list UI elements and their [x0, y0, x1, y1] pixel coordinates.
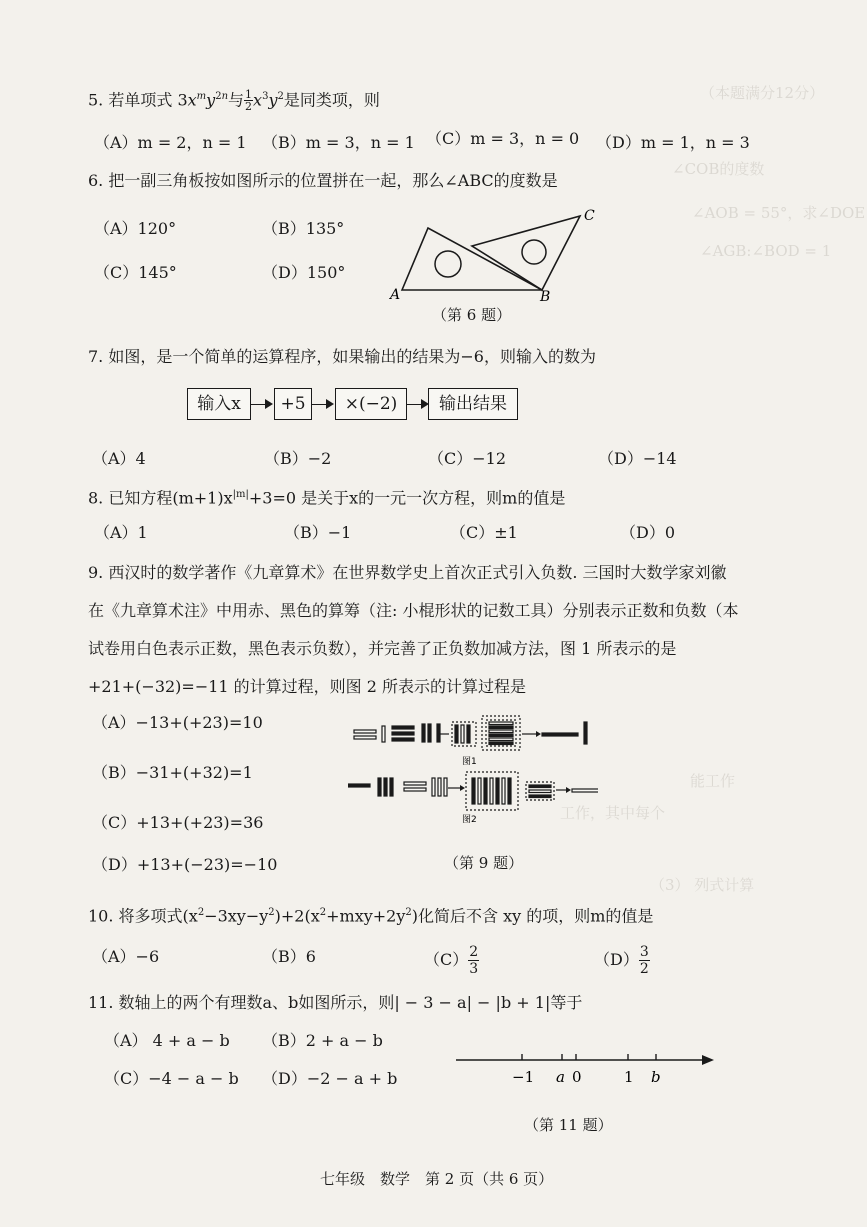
q9-counting-rods-figure: [348, 712, 598, 828]
q6-caption: （第 6 题）: [432, 306, 512, 324]
q10-frac-c: $\frac{2}{3}$: [469, 944, 479, 977]
label-b: B: [540, 289, 551, 302]
flow-multiply-box: ×(−2): [335, 388, 407, 420]
tick-label-minus-one: −1: [512, 1068, 535, 1086]
q9-line-3: 试卷用白色表示正数，黑色表示负数），并完善了正负数加减方法，图 1 所表示的是: [88, 639, 677, 658]
q5-option-d: （D）m = 1，n = 3: [596, 133, 750, 152]
label-c: C: [584, 208, 595, 224]
q6-option-c: （C）145°: [94, 263, 177, 282]
q10-option-c: （C） $\frac{2}{3}$: [424, 944, 479, 977]
q7-option-b: （B）−2: [264, 449, 332, 468]
q10-option-d: （D） $\frac{3}{2}$: [594, 944, 649, 977]
q5-option-b: （B）m = 3，n = 1: [262, 133, 415, 152]
question-5-stem: 5. 若单项式 $3x^my^{2n}$与 $\frac{1}{2}$ $x^3y^2$是同类项，则: [88, 88, 380, 114]
q8-option-b: （B）−1: [284, 523, 352, 542]
ghost-text: 工作，其中每个: [560, 804, 666, 822]
flow-input-box: 输入x: [187, 388, 251, 420]
q9-option-a: （A）−13+(+23)=10: [92, 713, 263, 732]
q6-option-b: （B）135°: [262, 219, 345, 238]
tick-label-b: b: [651, 1068, 661, 1086]
q5-suffix: 是同类项，则: [283, 90, 380, 110]
flow-add-box: +5: [274, 388, 312, 420]
q11-option-a: （A） 4 + a − b: [104, 1031, 230, 1050]
label-a: A: [390, 287, 401, 302]
q5-option-a: （A）m = 2，n = 1: [94, 133, 247, 152]
q9-option-d: （D）+13+(−23)=−10: [92, 855, 278, 874]
q5-option-c: （C）m = 3，n = 0: [426, 129, 580, 148]
ghost-text: ∠AGB:∠BOD = 1: [700, 242, 832, 260]
q8-option-a: （A）1: [94, 523, 148, 542]
q11-option-b: （B）2 + a − b: [262, 1031, 383, 1050]
q6-triangle-figure: [388, 206, 598, 302]
ghost-text: （本题满分12分）: [700, 84, 825, 102]
q9-caption: （第 9 题）: [444, 854, 524, 872]
q6-option-d: （D）150°: [262, 263, 346, 282]
q11-caption: （第 11 题）: [524, 1116, 613, 1134]
q5-fraction: $\frac{1}{2}$: [245, 88, 253, 114]
q10-frac-d: $\frac{3}{2}$: [639, 944, 649, 977]
q11-number-line: [452, 1044, 717, 1088]
question-7-stem: 7. 如图，是一个简单的运算程序，如果输出的结果为−6，则输入的数为: [88, 347, 596, 366]
q8-option-d: （D）0: [620, 523, 676, 542]
q7-option-a: （A）4: [92, 449, 146, 468]
q9-line-4: +21+(−32)=−11 的计算过程，则图 2 所表示的计算过程是: [88, 677, 527, 696]
question-11-stem: 11. 数轴上的两个有理数a、b如图所示，则| − 3 − a| − |b + 1|等于: [88, 993, 583, 1012]
q9-option-c: （C）+13+(+23)=36: [92, 813, 264, 832]
tick-label-a: a: [556, 1068, 565, 1086]
tick-label-one: 1: [624, 1068, 634, 1086]
ghost-text: （3） 列式计算: [650, 876, 755, 894]
flow-output-box: 输出结果: [428, 388, 518, 420]
question-8-stem: 8. 已知方程$(m+1)x^{|m|}+3=0$ 是关于x的一元一次方程，则m的值是: [88, 488, 566, 508]
ghost-text: 能工作: [690, 772, 736, 790]
q9-line-2: 在《九章算术注》中用赤、黑色的算筹（注: 小棍形状的记数工具）分别表示正数和负数（本: [88, 601, 739, 620]
q11-option-c: （C）−4 − a − b: [104, 1069, 239, 1088]
q7-option-c: （C）−12: [428, 449, 507, 468]
arrow-icon: [251, 404, 271, 405]
q10-option-a: （A）−6: [92, 947, 160, 966]
q9-line-1: 9. 西汉时的数学著作《九章算术》在世界数学史上首次正式引入负数. 三国时大数学家刘徽: [88, 563, 727, 582]
arrow-icon: [312, 404, 332, 405]
q9-option-b: （B）−31+(+32)=1: [92, 763, 253, 782]
page-footer: 七年级 数学 第 2 页（共 6 页）: [320, 1170, 554, 1188]
fig1-label: 图1: [462, 757, 477, 767]
q7-option-d: （D）−14: [598, 449, 677, 468]
q10-option-b: （B）6: [262, 947, 316, 966]
question-6-stem: 6. 把一副三角板按如图所示的位置拼在一起，那么∠ABC的度数是: [88, 171, 558, 190]
question-10-stem: 10. 将多项式$(x^2-3xy-y^2)+2(x^2+mxy+2y^2)$化简后不含 xy 的项，则m的值是: [88, 906, 654, 926]
fig2-label: 图2: [462, 815, 477, 825]
q8-option-c: （C）±1: [450, 523, 518, 542]
ghost-text: ∠AOB = 55°，求∠DOE: [692, 204, 866, 222]
tick-label-zero: 0: [572, 1068, 582, 1086]
arrow-icon: [407, 404, 427, 405]
q6-option-a: （A）120°: [94, 219, 177, 238]
q11-option-d: （D）−2 − a + b: [262, 1069, 398, 1088]
q5-prefix: 5. 若单项式 3: [88, 90, 188, 110]
ghost-text: ∠COB的度数: [672, 160, 765, 178]
